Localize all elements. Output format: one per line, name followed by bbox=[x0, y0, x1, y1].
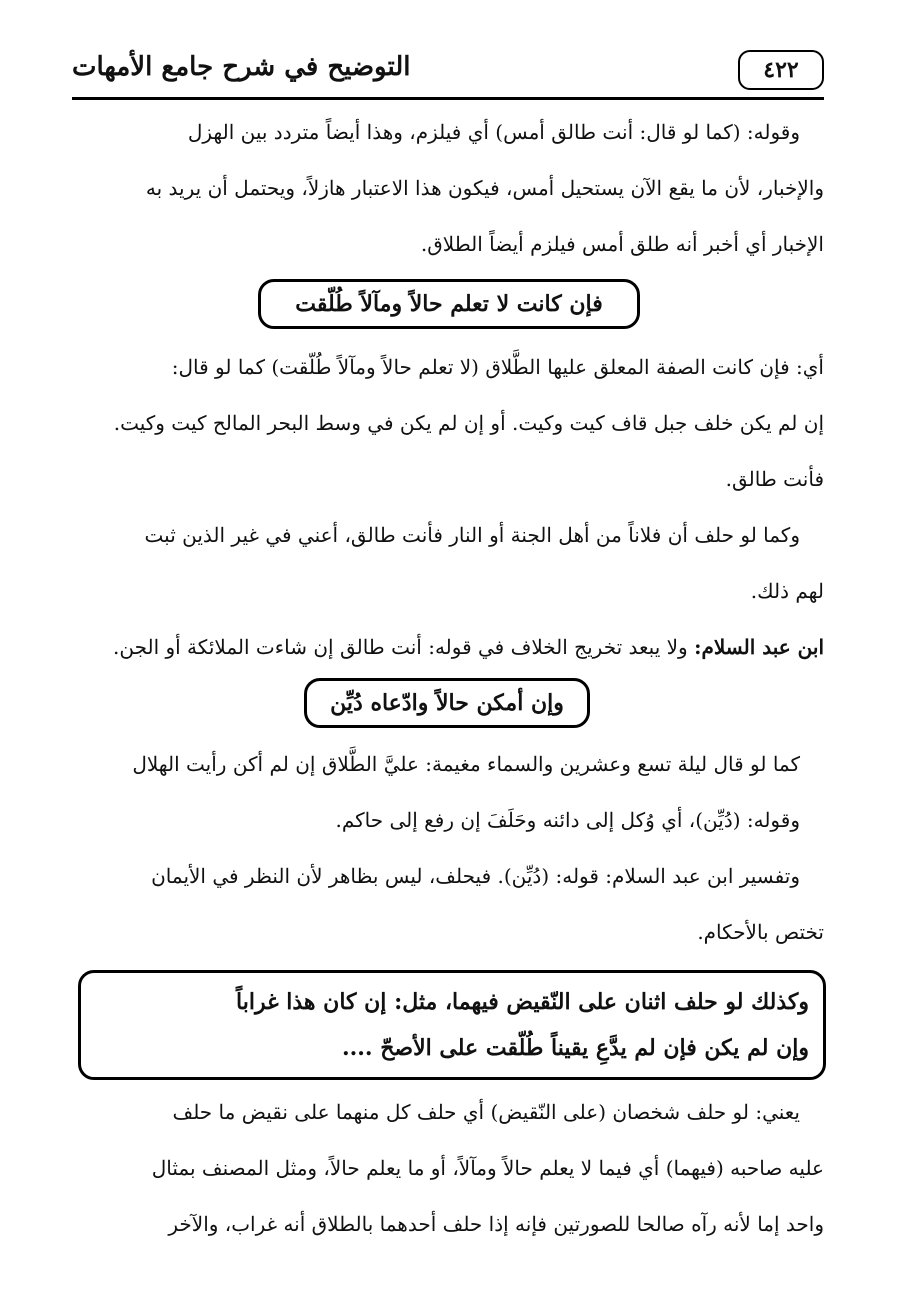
section-1 bbox=[78, 104, 824, 272]
matn-box-1 bbox=[258, 279, 640, 329]
scholar-label: ابن عبد السلام: bbox=[694, 635, 824, 659]
text-line: كما لو قال ليلة تسع وعشرين والسماء مغيمة: عليَّ الطَّلاق إن لم أكن رأيت الهلال bbox=[132, 752, 800, 776]
section-3 bbox=[78, 736, 824, 960]
matn-text: وإن أمكن حالاً وادّعاه دُيِّن bbox=[330, 690, 564, 716]
text-line: أي: فإن كانت الصفة المعلق عليها الطَّلاق (لا تعلم حالاً ومآلاً طُلّقت) كما لو قال: bbox=[171, 355, 824, 379]
text-line: فأنت طالق. bbox=[725, 467, 824, 491]
matn-line: وكذلك لو حلف اثنان على النّقيض فيهما، مثل: إن كان هذا غراباً bbox=[236, 989, 809, 1015]
paragraph bbox=[78, 792, 824, 848]
text-line: والإخبار، لأن ما يقع الآن يستحيل أمس، فيكون هذا الاعتبار هازلاً، ويحتمل أن يريد به bbox=[145, 176, 824, 200]
text-line: تختص بالأحكام. bbox=[697, 920, 824, 944]
text-line: وكما لو حلف أن فلاناً من أهل الجنة أو النار فأنت طالق، أعني في غير الذين ثبت bbox=[144, 523, 800, 547]
page-header bbox=[72, 44, 824, 104]
paragraph bbox=[78, 1084, 824, 1252]
paragraph bbox=[78, 507, 824, 619]
paragraph bbox=[78, 619, 824, 675]
matn-line: وإن لم يكن فإن لم يدَّعِ يقيناً طُلّقت على الأصحّ .... bbox=[341, 1035, 809, 1061]
text-line: وقوله: (كما لو قال: أنت طالق أمس) أي فيلزم، وهذا أيضاً متردد بين الهزل bbox=[187, 120, 800, 144]
section-4 bbox=[78, 1084, 824, 1252]
running-title: التوضيح في شرح جامع الأمهات bbox=[72, 52, 411, 82]
text-line: ولا يبعد تخريج الخلاف في قوله: أنت طالق إن شاءت الملائكة أو الجن. bbox=[112, 635, 688, 659]
paragraph bbox=[78, 104, 824, 272]
text-line: وتفسير ابن عبد السلام: قوله: (دُيِّن). فيحلف، ليس بظاهر لأن النظر في الأيمان bbox=[151, 864, 800, 888]
header-rule bbox=[72, 97, 824, 100]
paragraph bbox=[78, 736, 824, 792]
section-2 bbox=[78, 339, 824, 675]
page-number: ٤٢٢ bbox=[738, 50, 824, 90]
paragraph bbox=[78, 848, 824, 960]
text-line: يعني: لو حلف شخصان (على النّقيض) أي حلف كل منهما على نقيض ما حلف bbox=[172, 1100, 800, 1124]
text-line: واحد إما لأنه رآه صالحا للصورتين فإنه إذا حلف أحدهما بالطلاق أنه غراب، والآخر bbox=[168, 1212, 824, 1236]
matn-box-3 bbox=[78, 970, 826, 1080]
matn-text: فإن كانت لا تعلم حالاً ومآلاً طُلّقت bbox=[295, 291, 603, 317]
text-line: لهم ذلك. bbox=[750, 579, 824, 603]
text-line: إن لم يكن خلف جبل قاف كيت وكيت. أو إن لم يكن في وسط البحر المالح كيت وكيت. bbox=[113, 411, 824, 435]
matn-box-2 bbox=[304, 678, 590, 728]
text-line: وقوله: (دُيِّن)، أي وُكل إلى دائنه وحَلَفَ إن رفع إلى حاكم. bbox=[335, 808, 800, 832]
text-line: الإخبار أي أخبر أنه طلق أمس فيلزم أيضاً الطلاق. bbox=[420, 232, 824, 256]
text-line: عليه صاحبه (فيهما) أي فيما لا يعلم حالاً ومآلاً، أو ما يعلم حالاً، ومثل المصنف بمثال bbox=[151, 1156, 824, 1180]
paragraph bbox=[78, 339, 824, 507]
